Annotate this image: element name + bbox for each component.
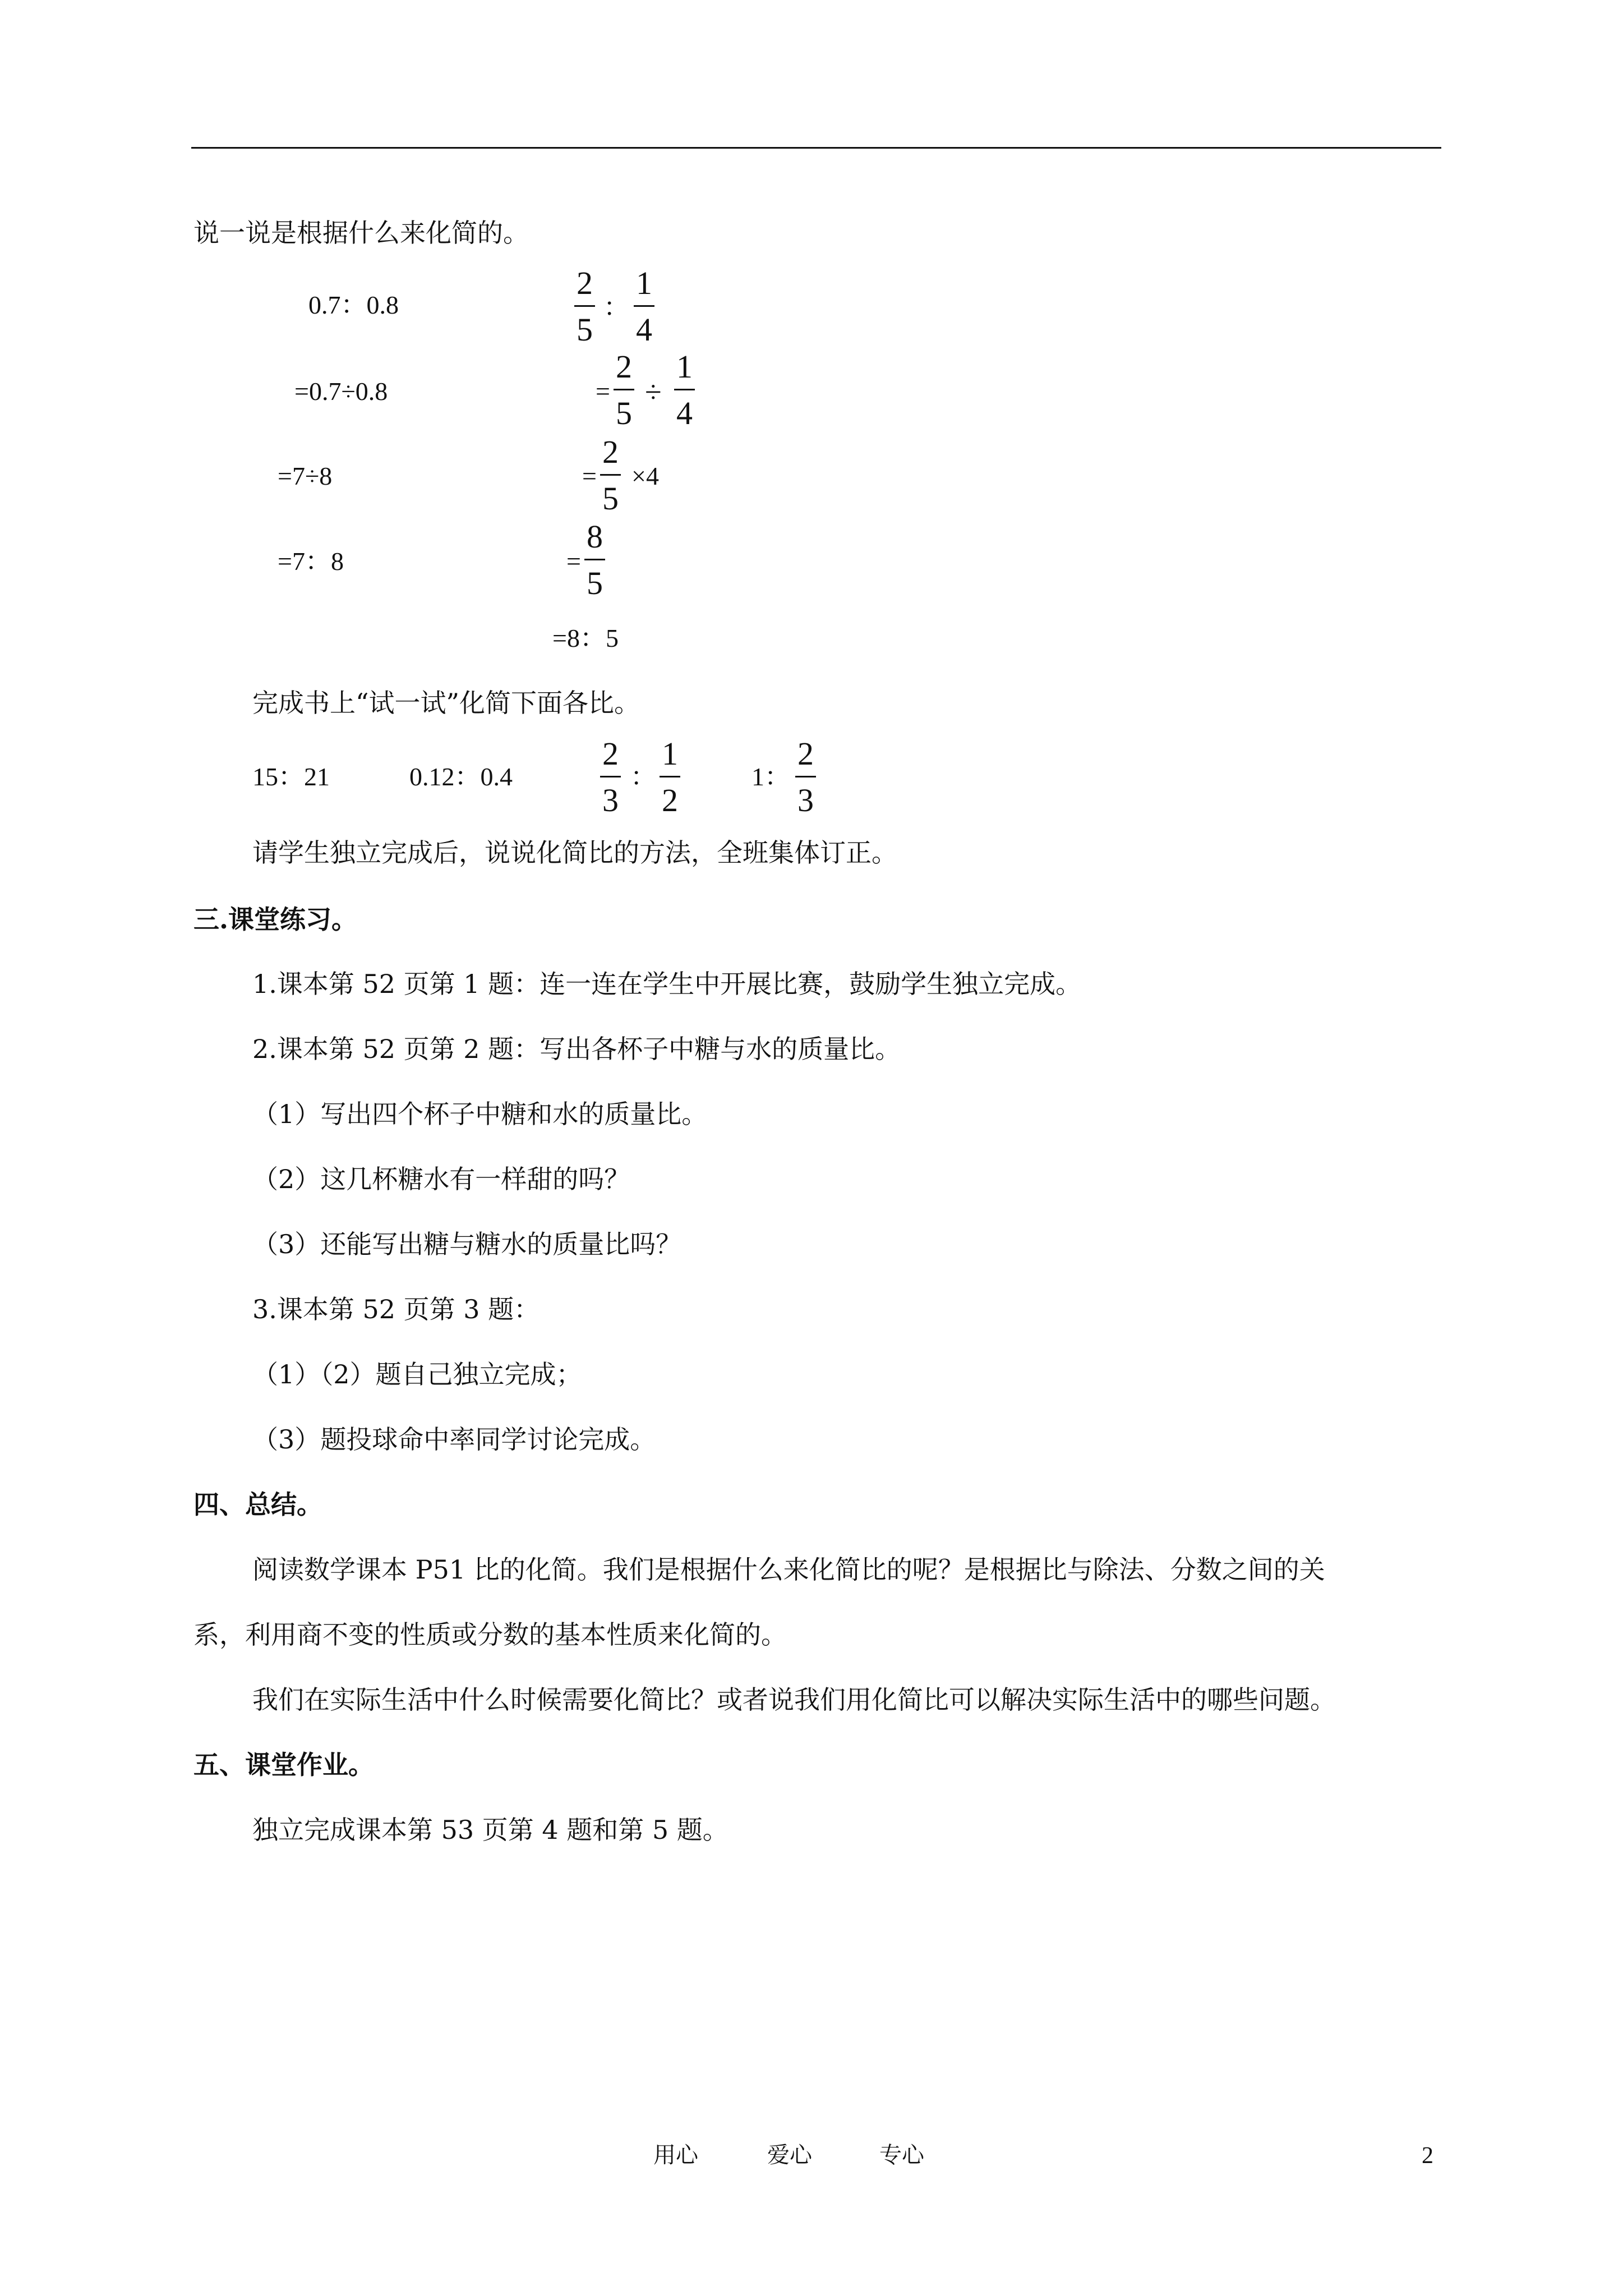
- fraction-2-3-b: 2 3: [795, 738, 816, 817]
- list-item: （1）写出四个杯子中糖和水的质量比。: [252, 1099, 708, 1129]
- work-left-line1: 0.7：0.8: [308, 291, 399, 319]
- fraction-8-5: 8 5: [584, 521, 605, 600]
- fraction-1-2: 1 2: [660, 738, 680, 817]
- try-intro: 完成书上“试一试”化简下面各比。: [252, 688, 640, 718]
- intro-text: 说一说是根据什么来化简的。: [193, 218, 529, 248]
- fraction-1-4-a: 1 4: [634, 267, 654, 346]
- ratio-colon: ：: [630, 762, 656, 791]
- footer-word-1: 用心: [653, 2142, 698, 2168]
- homework-text: 独立完成课本第 53 页第 4 题和第 5 题。: [252, 1815, 728, 1845]
- list-item: （3）还能写出糖与糖水的质量比吗？: [252, 1229, 682, 1259]
- list-item: 1.课本第 52 页第 1 题：连一连在学生中开展比赛，鼓励学生独立完成。: [252, 969, 1082, 999]
- summary-para-line1: 阅读数学课本 P51 比的化简。我们是根据什么来化简比的呢？是根据比与除法、分数之间的关: [252, 1554, 1325, 1585]
- fraction-2-5-c: 2 5: [600, 436, 621, 515]
- exercise-1: 15：21: [252, 762, 330, 791]
- section-4-heading: 四、总结。: [193, 1489, 322, 1520]
- fraction-2-3-a: 2 3: [600, 738, 621, 817]
- list-item: （3）题投球命中率同学讨论完成。: [252, 1424, 656, 1455]
- work-left-line3: =7÷8: [278, 462, 333, 490]
- section-3-heading: 三.课堂练习。: [193, 904, 358, 935]
- list-item: 3.课本第 52 页第 3 题：: [252, 1294, 540, 1324]
- footer-word-2: 爱心: [767, 2142, 812, 2168]
- page-number: 2: [1422, 2143, 1433, 2169]
- work-left-line2: =0.7÷0.8: [294, 377, 388, 406]
- exercise-2: 0.12：0.4: [409, 762, 513, 791]
- work-result: =8：5: [552, 624, 619, 652]
- ratio-colon: ：: [603, 293, 629, 321]
- list-item: 2.课本第 52 页第 2 题：写出各杯子中糖与水的质量比。: [252, 1034, 901, 1064]
- equals-sign: =: [582, 462, 597, 490]
- after-try-text: 请学生独立完成后，说说化简比的方法，全班集体订正。: [252, 838, 897, 868]
- list-item: （2）这几杯糖水有一样甜的吗？: [252, 1164, 630, 1194]
- times-four: ×4: [631, 462, 659, 490]
- fraction-2-5-a: 2 5: [574, 267, 595, 346]
- section-5-heading: 五、课堂作业。: [193, 1750, 374, 1780]
- footer-word-3: 专心: [879, 2142, 924, 2168]
- header-rule: [191, 147, 1441, 149]
- equals-sign: =: [566, 547, 581, 576]
- fraction-2-5-b: 2 5: [614, 351, 634, 430]
- fraction-1-4-b: 1 4: [674, 351, 695, 430]
- summary-para2: 我们在实际生活中什么时候需要化简比？或者说我们用化简比可以解决实际生活中的哪些问题。: [252, 1685, 1336, 1715]
- summary-para-line2: 系，利用商不变的性质或分数的基本性质来化简的。: [193, 1619, 787, 1650]
- work-left-line4: =7：8: [278, 547, 344, 576]
- exercise-4-prefix: 1：: [751, 762, 790, 791]
- equals-sign: =: [596, 377, 610, 406]
- divide-sign: ÷: [645, 375, 662, 409]
- list-item: （1）（2）题自己独立完成；: [252, 1359, 582, 1389]
